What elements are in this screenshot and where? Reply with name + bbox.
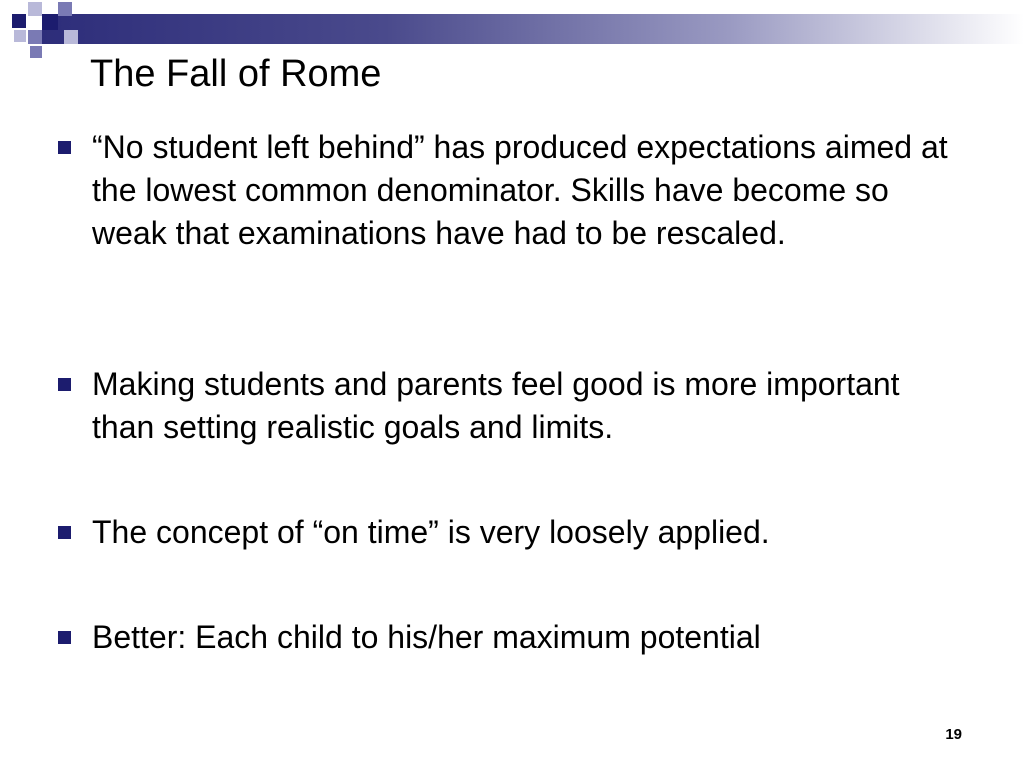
decorative-square	[64, 30, 78, 44]
square-bullet-icon	[58, 631, 71, 644]
bullet-item	[54, 511, 954, 616]
decorative-square	[30, 46, 42, 58]
bullet-item	[54, 126, 954, 363]
bullet-text: The concept of “on time” is very loosely applied.	[92, 514, 770, 550]
decorative-square	[14, 30, 26, 42]
decorative-square	[12, 14, 26, 28]
decorative-square	[42, 14, 58, 30]
header-gradient-bar	[42, 14, 1024, 44]
bullet-list	[54, 126, 954, 659]
bullet-item	[54, 616, 954, 659]
page-number: 19	[945, 726, 962, 743]
bullet-text: Making students and parents feel good is more important than setting realistic goals and limits.	[92, 366, 900, 445]
decorative-square	[28, 2, 42, 16]
square-bullet-icon	[58, 378, 71, 391]
square-bullet-icon	[58, 141, 71, 154]
bullet-item	[54, 363, 954, 511]
bullet-text: Better: Each child to his/her maximum potential	[92, 619, 761, 655]
square-bullet-icon	[58, 526, 71, 539]
slide-title: The Fall of Rome	[90, 53, 382, 95]
bullet-text: “No student left behind” has produced expectations aimed at the lowest common denominator. Skills have become so weak that examinations have had to be rescaled.	[92, 129, 948, 251]
decorative-square	[28, 30, 42, 44]
decorative-square	[58, 2, 72, 16]
